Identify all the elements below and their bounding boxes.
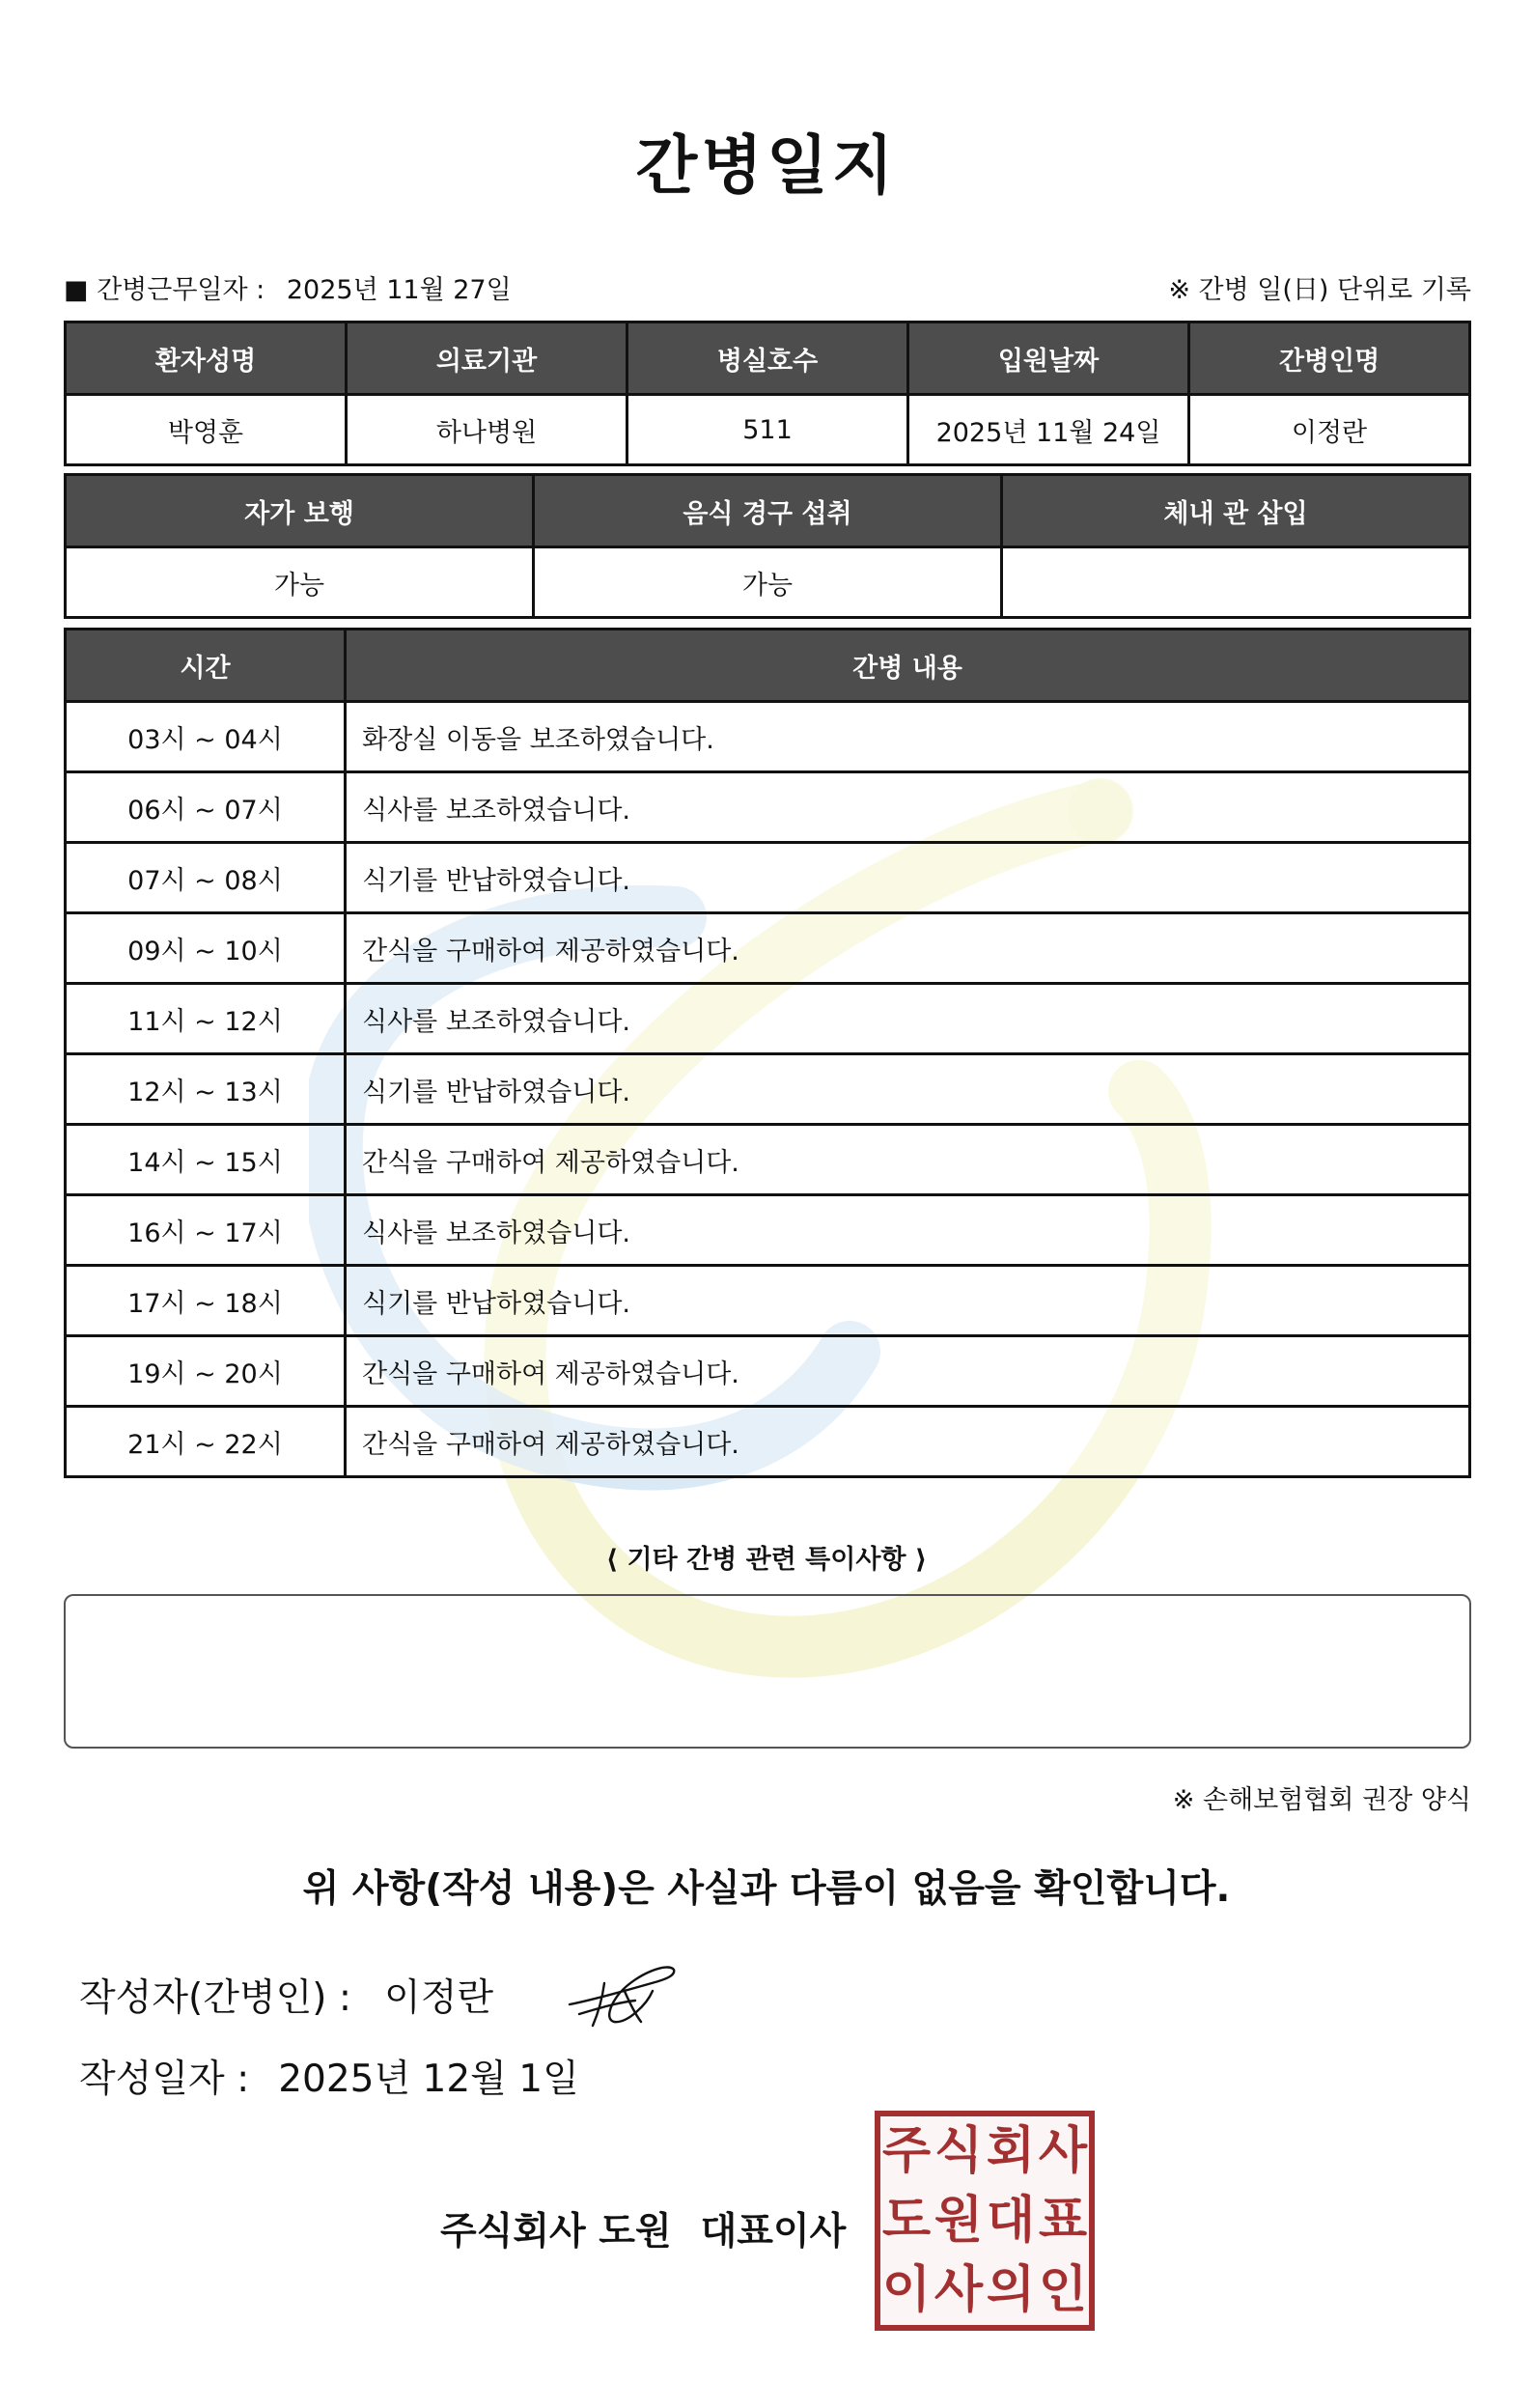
company-name: 주식회사 도원 [440,2210,672,2254]
care-content: 식기를 반납하였습니다. [346,843,1470,913]
seal-char: 식 [934,2122,984,2180]
care-time: 07시 ~ 08시 [66,843,346,913]
header-hospital: 의료기관 [347,322,627,395]
writer-name: 이정란 [384,1976,494,2020]
work-date [64,268,512,306]
care-time: 11시 ~ 12시 [66,984,346,1054]
hospital: 하나병원 [347,395,627,465]
patient-status-table [64,473,1471,619]
care-content: 간식을 구매하여 제공하였습니다. [346,1407,1470,1477]
seal-char: 대 [986,2192,1036,2250]
care-time: 06시 ~ 07시 [66,772,346,843]
oral-intake: 가능 [534,547,1002,618]
writer-line [79,1968,493,2022]
care-content: 식사를 보조하였습니다. [346,1195,1470,1266]
patient-info-table [64,321,1471,466]
care-content: 간식을 구매하여 제공하였습니다. [346,1125,1470,1195]
remarks-box [64,1594,1471,1749]
work-date-label: ■ 간병근무일자 : [64,275,265,305]
care-time: 16시 ~ 17시 [66,1195,346,1266]
remarks-title: ⟨ 기타 간병 관련 특이사항 ⟩ [605,1545,928,1575]
company-line [440,2201,846,2255]
seal-char: 표 [1038,2192,1088,2250]
care-time: 17시 ~ 18시 [66,1266,346,1336]
written-date-label: 작성일자 : [79,2058,250,2101]
header-time: 시간 [66,630,346,702]
header-room-number: 병실호수 [627,322,908,395]
meta-row [64,261,1471,307]
table-row [66,1054,1470,1125]
writer-label: 작성자(간병인) : [79,1976,352,2020]
care-content: 식사를 보조하였습니다. [346,772,1470,843]
care-time: 19시 ~ 20시 [66,1336,346,1407]
tube-insertion [1002,547,1470,618]
seal-char: 사 [934,2261,984,2319]
care-content: 식사를 보조하였습니다. [346,984,1470,1054]
seal-char: 원 [934,2192,984,2250]
page-title: 간병일지 [635,128,898,203]
work-date-value: 2025년 11월 27일 [286,275,512,305]
record-unit-note: ※ 간병 일(日) 단위로 기록 [1168,275,1471,305]
table-row [66,843,1470,913]
header-self-walking: 자가 보행 [66,475,534,547]
recommend-note: ※ 손해보험협회 권장 양식 [1172,1785,1471,1815]
seal-char: 의 [986,2261,1036,2319]
table-row [66,1407,1470,1477]
signature-icon [560,1954,685,2031]
care-time: 09시 ~ 10시 [66,913,346,984]
confirm-statement: 위 사항(작성 내용)은 사실과 다름이 없음을 확인합니다. [302,1867,1231,1911]
company-representative-title: 대표이사 [700,2210,847,2254]
care-content: 간식을 구매하여 제공하였습니다. [346,913,1470,984]
table-row [66,772,1470,843]
table-row [66,1125,1470,1195]
table-row [66,702,1470,772]
seal-char: 이 [881,2261,932,2319]
seal-char: 도 [881,2192,932,2250]
patient-name: 박영훈 [66,395,347,465]
admission-date: 2025년 11월 24일 [908,395,1189,465]
care-time: 14시 ~ 15시 [66,1125,346,1195]
company-seal-icon [875,2111,1095,2331]
header-oral-intake: 음식 경구 섭취 [534,475,1002,547]
header-admission-date: 입원날짜 [908,322,1189,395]
self-walking: 가능 [66,547,534,618]
table-row [66,1336,1470,1407]
header-patient-name: 환자성명 [66,322,347,395]
seal-char: 인 [1038,2261,1088,2319]
written-date-value: 2025년 12월 1일 [278,2058,579,2101]
seal-char: 주 [881,2122,932,2180]
header-caregiver-name: 간병인명 [1189,322,1470,395]
care-time: 03시 ~ 04시 [66,702,346,772]
header-care-content: 간병 내용 [346,630,1470,702]
seal-char: 회 [986,2122,1036,2180]
room-number: 511 [627,395,908,465]
header-tube-insertion: 체내 관 삽입 [1002,475,1470,547]
seal-char: 사 [1038,2122,1088,2180]
care-content: 간식을 구매하여 제공하였습니다. [346,1336,1470,1407]
care-content: 식기를 반납하였습니다. [346,1266,1470,1336]
care-content: 화장실 이동을 보조하였습니다. [346,702,1470,772]
care-content: 식기를 반납하였습니다. [346,1054,1470,1125]
table-row [66,984,1470,1054]
care-log-table [64,628,1471,1478]
written-date-line [79,2049,579,2103]
care-time: 21시 ~ 22시 [66,1407,346,1477]
table-row [66,913,1470,984]
table-row [66,1195,1470,1266]
care-time: 12시 ~ 13시 [66,1054,346,1125]
caregiver-name: 이정란 [1189,395,1470,465]
table-row [66,1266,1470,1336]
